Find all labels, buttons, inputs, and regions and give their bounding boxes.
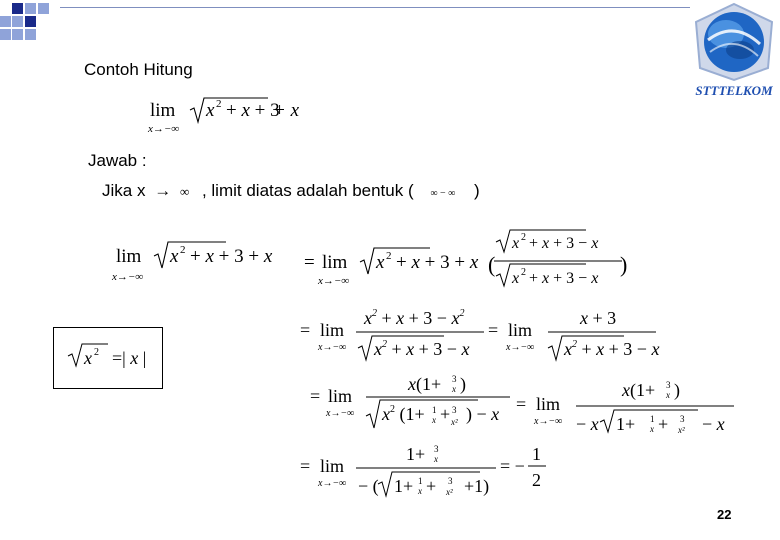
svg-text:x: x [84, 348, 92, 368]
svg-text:(: ( [488, 252, 496, 277]
jika-close: ) [474, 181, 480, 200]
svg-text:3: 3 [434, 444, 439, 454]
svg-text:x²: x² [678, 425, 685, 435]
problem-expression [140, 92, 340, 138]
abs-identity [54, 328, 162, 388]
arrow-icon: → [154, 181, 172, 200]
svg-text:x→−∞: x→−∞ [318, 478, 347, 489]
solution-line-3 [300, 370, 740, 436]
svg-text:x→−∞: x→−∞ [318, 275, 350, 287]
svg-text:x→−∞: x→−∞ [326, 408, 355, 419]
svg-text:+: + [426, 476, 437, 496]
svg-text:x2 + x + 3 − x2: $x^2 + x + 3 - x^2$ [364, 308, 465, 328]
deco-square-7 [0, 29, 11, 40]
svg-text:2: 2 [386, 250, 392, 262]
svg-text:lim: lim [322, 252, 348, 273]
abs-identity-box [53, 327, 163, 389]
header-divider [60, 7, 690, 8]
deco-square-4 [0, 16, 11, 27]
logo-text: STTTELKOM [695, 83, 773, 98]
svg-text:x: x [376, 252, 385, 273]
svg-text:lim: lim [508, 320, 533, 340]
svg-text:x2 + x + 3 − x: $x^2 + x + 3 - x$ [564, 339, 660, 359]
svg-text:+ x + 3: + x + 3 [226, 100, 280, 121]
svg-text:lim: lim [320, 320, 345, 340]
svg-text:=: = [300, 320, 311, 340]
svg-text:3: 3 [452, 405, 457, 415]
svg-text:2: 2 [216, 98, 222, 110]
svg-text:x + 3: x + 3 [580, 308, 617, 328]
svg-text:+ x + 3 + x: + x + 3 + x [190, 246, 273, 267]
deco-square-8 [12, 29, 23, 40]
svg-text:=: = [516, 394, 527, 414]
slide-title: Contoh Hitung [84, 60, 193, 79]
svg-text:x→−∞: x→−∞ [318, 342, 347, 353]
solution-line-1 [108, 228, 638, 296]
svg-text:x→−∞: x→−∞ [506, 342, 535, 353]
svg-text:x: x [206, 100, 215, 121]
problem-tail: + x [273, 100, 300, 121]
svg-text:x²: x² [446, 487, 453, 497]
svg-text:x: x [434, 454, 438, 464]
svg-text:x: x [666, 390, 670, 400]
deco-square-1 [12, 3, 23, 14]
deco-square-3 [38, 3, 49, 14]
svg-text:+: + [658, 414, 669, 434]
solution-line-2 [298, 302, 668, 364]
svg-text:x: x [432, 415, 436, 425]
problem-lim-sub: x→−∞ [148, 123, 180, 135]
svg-text:1+: 1+ [406, 444, 426, 464]
svg-text:x: x [512, 235, 520, 252]
svg-text:x: x [418, 486, 422, 496]
svg-text:1: 1 [532, 444, 541, 464]
svg-text:2: 2 [180, 244, 186, 256]
sttelkom-logo [688, 0, 780, 100]
svg-text:− x: − x [702, 414, 725, 434]
svg-text:+1): +1) [464, 476, 490, 496]
svg-text:x→−∞: x→−∞ [534, 416, 563, 427]
svg-text:+ x + 3 + x: + x + 3 + x [396, 252, 479, 273]
svg-text:x2 + x + 3 − x: $x^2 + x + 3 - x$ [374, 339, 470, 359]
svg-text:lim: lim [320, 456, 345, 476]
infinity-symbol: ∞ [179, 184, 190, 199]
svg-text:x(1+: x(1+ [408, 374, 442, 394]
svg-text:) − x: ) − x [466, 404, 500, 424]
svg-text:− (: − ( [358, 476, 379, 496]
svg-text:3: 3 [680, 414, 685, 424]
svg-text:=: = [304, 252, 315, 273]
svg-text:+ x + 3 − x: + x + 3 − x [529, 235, 599, 252]
svg-text:x: x [650, 424, 654, 434]
svg-text:2: 2 [521, 267, 526, 278]
deco-square-2 [25, 3, 36, 14]
svg-text:1: 1 [650, 414, 655, 424]
svg-text:x: x [512, 270, 520, 287]
svg-text:2: 2 [94, 347, 99, 358]
svg-text:x(1+: x(1+ [622, 380, 656, 400]
svg-text:=| x |: =| x | [112, 348, 147, 368]
svg-text:x2 (1+: $x^2$ (1+ [382, 404, 425, 424]
page-number: 22 [717, 507, 732, 522]
svg-text:lim: lim [328, 386, 353, 406]
svg-text:1: 1 [418, 476, 423, 486]
svg-text:3: 3 [448, 476, 453, 486]
jika-line [102, 181, 480, 201]
svg-text:lim: lim [116, 246, 142, 267]
deco-square-6 [25, 16, 36, 27]
svg-text:− x: − x [576, 414, 599, 434]
svg-text:): ) [674, 380, 680, 400]
svg-text:+: + [440, 404, 451, 424]
deco-square-5 [12, 16, 23, 27]
svg-text:3: 3 [666, 380, 671, 390]
svg-text:x→−∞: x→−∞ [112, 271, 144, 283]
svg-text:lim: lim [536, 394, 561, 414]
svg-text:3: 3 [452, 374, 457, 384]
indeterminate-form: ∞ − ∞ [430, 188, 456, 199]
svg-text:=: = [310, 386, 321, 406]
svg-text:=: = [300, 456, 311, 476]
svg-text:x: x [452, 384, 456, 394]
svg-text:1: 1 [432, 405, 437, 415]
solution-line-4 [298, 440, 558, 506]
svg-text:): ) [460, 374, 466, 394]
svg-text:= −: = − [500, 456, 525, 476]
svg-text:1+: 1+ [394, 476, 414, 496]
svg-text:): ) [620, 252, 628, 277]
svg-text:2: 2 [521, 232, 526, 243]
problem-lim: lim [150, 100, 176, 121]
jawab-label: Jawab : [88, 151, 147, 170]
deco-square-9 [25, 29, 36, 40]
svg-text:x: x [170, 246, 179, 267]
svg-text:2: 2 [532, 470, 541, 490]
svg-text:+ x + 3 − x: + x + 3 − x [529, 270, 599, 287]
svg-text:=: = [488, 320, 499, 340]
jika-prefix: Jika x [102, 181, 146, 200]
svg-text:x²: x² [451, 417, 458, 427]
jika-suffix: , limit diatas adalah bentuk ( [201, 181, 414, 200]
svg-text:1+: 1+ [616, 414, 636, 434]
